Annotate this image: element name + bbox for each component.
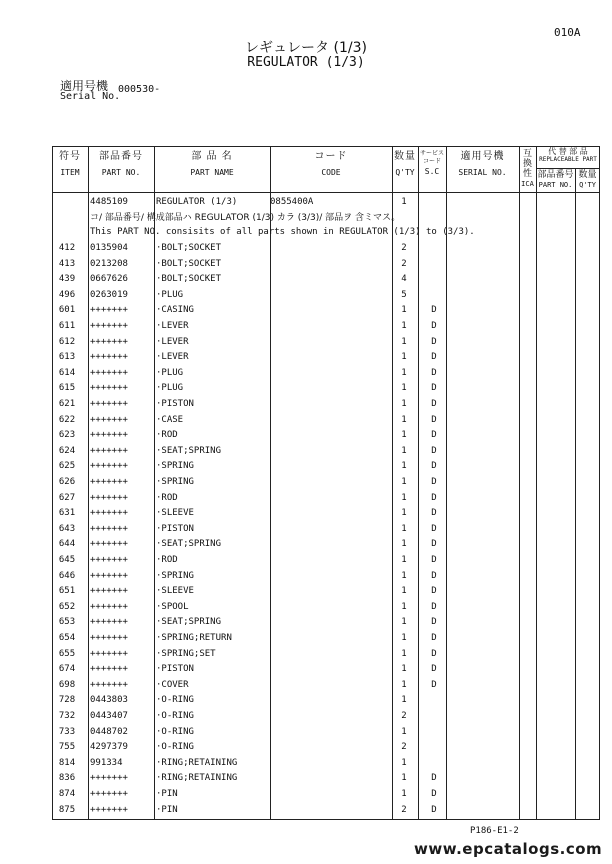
item-number: 645 bbox=[58, 555, 76, 565]
part-name: ·LEVER bbox=[156, 352, 189, 363]
quantity: 1 bbox=[401, 352, 407, 363]
part-number: +++++++ bbox=[90, 383, 128, 394]
quantity: 1 bbox=[401, 617, 407, 628]
quantity: 4 bbox=[401, 274, 407, 285]
table-row bbox=[52, 740, 600, 756]
table-row bbox=[52, 615, 600, 631]
part-number: +++++++ bbox=[90, 601, 128, 612]
item-number: 732 bbox=[58, 711, 76, 721]
quantity: 1 bbox=[401, 773, 407, 784]
part-number: +++++++ bbox=[90, 773, 128, 784]
part-number: 4297379 bbox=[90, 742, 128, 753]
part-name: ·ROD bbox=[156, 430, 178, 441]
table-row bbox=[52, 397, 600, 413]
title-english: REGULATOR (1/3) bbox=[247, 55, 365, 70]
table-row bbox=[52, 803, 600, 819]
service-code: D bbox=[431, 461, 437, 472]
item-number: 653 bbox=[58, 617, 76, 628]
item-number: 652 bbox=[58, 601, 76, 612]
replaceable-header-divider bbox=[536, 168, 600, 169]
serial-value: 000530- bbox=[118, 84, 161, 95]
part-name: ·PLUG bbox=[156, 289, 184, 300]
service-code: D bbox=[431, 804, 437, 815]
part-name: ·PIN bbox=[156, 789, 178, 799]
part-number: +++++++ bbox=[90, 492, 128, 503]
quantity: 1 bbox=[401, 601, 407, 612]
table-row bbox=[52, 709, 600, 725]
item-number: 755 bbox=[58, 742, 76, 753]
part-name: ·CASE bbox=[156, 414, 184, 425]
part-number: 991334 bbox=[90, 757, 123, 768]
part-number: +++++++ bbox=[90, 445, 128, 456]
header-code: コード CODE bbox=[314, 151, 348, 177]
item-number: 612 bbox=[58, 336, 76, 347]
table-row bbox=[52, 475, 600, 491]
part-name: ·PISTON bbox=[156, 664, 194, 675]
part-number: +++++++ bbox=[90, 633, 128, 643]
table-row bbox=[52, 319, 600, 335]
service-code: D bbox=[431, 539, 437, 550]
part-name: ·O-RING bbox=[156, 742, 194, 753]
part-name: ·COVER bbox=[156, 679, 189, 690]
part-name: ·PLUG bbox=[156, 367, 184, 378]
item-number: 615 bbox=[58, 383, 76, 394]
table-row bbox=[52, 428, 600, 444]
part-number: +++++++ bbox=[90, 617, 128, 628]
table-row bbox=[52, 459, 600, 475]
part-name: ·SEAT;SPRING bbox=[156, 445, 222, 456]
quantity: 1 bbox=[401, 633, 407, 643]
part-name: ·RING;RETAINING bbox=[156, 757, 238, 768]
service-code: D bbox=[431, 648, 437, 659]
service-code: D bbox=[431, 586, 437, 597]
item-number: 631 bbox=[58, 508, 76, 519]
part-name: ·SPRING bbox=[156, 477, 194, 487]
note-english: This PART NO. consisits of all parts shown in REGULATOR (1/3) to (3/3). bbox=[90, 227, 475, 237]
part-number: +++++++ bbox=[90, 586, 128, 597]
item-number: 413 bbox=[58, 258, 76, 269]
assembly-part-no: 4485109 bbox=[90, 197, 128, 207]
header-replaceable-qty: 数量 Q'TY bbox=[578, 170, 597, 189]
item-number: 627 bbox=[58, 492, 76, 503]
quantity: 1 bbox=[401, 586, 407, 597]
quantity: 1 bbox=[401, 492, 407, 503]
part-name: ·PIN bbox=[156, 804, 178, 815]
header-service-code: サービスコード S.C bbox=[419, 150, 444, 176]
quantity: 1 bbox=[401, 445, 407, 456]
header-item: 符号 ITEM bbox=[59, 151, 81, 177]
part-number: +++++++ bbox=[90, 430, 128, 441]
header-ica: 互換性 ICA bbox=[521, 149, 534, 188]
service-code: D bbox=[431, 523, 437, 534]
service-code: D bbox=[431, 789, 437, 799]
part-number: 0443803 bbox=[90, 695, 128, 706]
item-number: 674 bbox=[58, 664, 76, 675]
part-name: ·ROD bbox=[156, 555, 178, 565]
table-row bbox=[52, 756, 600, 772]
quantity: 1 bbox=[401, 523, 407, 534]
quantity: 1 bbox=[401, 570, 407, 581]
quantity: 1 bbox=[401, 305, 407, 316]
quantity: 1 bbox=[401, 726, 407, 737]
service-code: D bbox=[431, 383, 437, 394]
assembly-name: REGULATOR (1/3) bbox=[156, 197, 238, 207]
note-japanese: コ/ 部品番号/ 構成部品ハ REGULATOR (1/3) カラ (3/3)/ 部品ヲ 含ミマス。 bbox=[90, 213, 401, 223]
item-number: 611 bbox=[58, 321, 76, 331]
part-name: ·CASING bbox=[156, 305, 194, 316]
part-number: +++++++ bbox=[90, 461, 128, 472]
table-row bbox=[52, 584, 600, 600]
part-number: +++++++ bbox=[90, 523, 128, 534]
item-number: 614 bbox=[58, 367, 76, 378]
table-row bbox=[52, 335, 600, 351]
table-row bbox=[52, 771, 600, 787]
part-number: +++++++ bbox=[90, 321, 128, 331]
service-code: D bbox=[431, 617, 437, 628]
quantity: 1 bbox=[401, 508, 407, 519]
quantity: 1 bbox=[401, 757, 407, 768]
part-number: +++++++ bbox=[90, 789, 128, 799]
item-number: 874 bbox=[58, 789, 76, 799]
service-code: D bbox=[431, 508, 437, 519]
part-name: ·O-RING bbox=[156, 711, 194, 721]
table-row bbox=[52, 600, 600, 616]
item-number: 655 bbox=[58, 648, 76, 659]
part-name: ·SLEEVE bbox=[156, 586, 194, 597]
part-number: 0135904 bbox=[90, 243, 128, 253]
part-name: ·BOLT;SOCKET bbox=[156, 258, 222, 269]
part-number: +++++++ bbox=[90, 477, 128, 487]
quantity: 2 bbox=[401, 258, 407, 269]
part-name: ·SPRING bbox=[156, 461, 194, 472]
service-code: D bbox=[431, 633, 437, 643]
header-divider bbox=[52, 192, 600, 193]
part-name: ·O-RING bbox=[156, 726, 194, 737]
quantity: 1 bbox=[401, 539, 407, 550]
service-code: D bbox=[431, 445, 437, 456]
part-name: ·PISTON bbox=[156, 523, 194, 534]
part-name: ·PISTON bbox=[156, 399, 194, 409]
footer-page-code: P186-E1-2 bbox=[470, 826, 519, 836]
quantity: 2 bbox=[401, 243, 407, 253]
part-number: +++++++ bbox=[90, 414, 128, 425]
part-number: +++++++ bbox=[90, 336, 128, 347]
quantity: 1 bbox=[401, 336, 407, 347]
part-name: ·BOLT;SOCKET bbox=[156, 274, 222, 285]
table-row bbox=[52, 522, 600, 538]
header-part-no: 部品番号 PART NO. bbox=[99, 151, 143, 177]
header-serial-no: 適用号機 SERIAL NO. bbox=[458, 151, 507, 177]
item-number: 622 bbox=[58, 414, 76, 425]
item-number: 698 bbox=[58, 679, 76, 690]
part-number: +++++++ bbox=[90, 352, 128, 363]
table-row bbox=[52, 506, 600, 522]
service-code: D bbox=[431, 336, 437, 347]
item-number: 643 bbox=[58, 523, 76, 534]
item-number: 496 bbox=[58, 289, 76, 300]
quantity: 1 bbox=[401, 555, 407, 565]
part-name: ·SPRING;SET bbox=[156, 648, 216, 659]
quantity: 1 bbox=[401, 399, 407, 409]
serial-label-japanese: 適用号機 bbox=[60, 79, 109, 93]
part-name: ·SPRING bbox=[156, 570, 194, 581]
table-row bbox=[52, 366, 600, 382]
quantity: 1 bbox=[401, 461, 407, 472]
part-name: ·SEAT;SPRING bbox=[156, 617, 222, 628]
item-number: 626 bbox=[58, 477, 76, 487]
assembly-row bbox=[52, 195, 600, 211]
item-number: 621 bbox=[58, 399, 76, 409]
part-name: ·SPRING;RETURN bbox=[156, 633, 232, 643]
table-row bbox=[52, 413, 600, 429]
item-number: 644 bbox=[58, 539, 76, 550]
part-number: +++++++ bbox=[90, 539, 128, 550]
part-name: ·LEVER bbox=[156, 336, 189, 347]
part-number: +++++++ bbox=[90, 508, 128, 519]
item-number: 814 bbox=[58, 757, 76, 768]
table-row bbox=[52, 241, 600, 257]
table-row bbox=[52, 288, 600, 304]
part-name: ·RING;RETAINING bbox=[156, 773, 238, 784]
quantity: 2 bbox=[401, 804, 407, 815]
part-number: +++++++ bbox=[90, 555, 128, 565]
table-row bbox=[52, 787, 600, 803]
part-number: 0667626 bbox=[90, 274, 128, 285]
table-row bbox=[52, 381, 600, 397]
part-number: +++++++ bbox=[90, 648, 128, 659]
service-code: D bbox=[431, 679, 437, 690]
table-row bbox=[52, 257, 600, 273]
item-number: 625 bbox=[58, 461, 76, 472]
item-number: 623 bbox=[58, 430, 76, 441]
item-number: 875 bbox=[58, 804, 76, 815]
service-code: D bbox=[431, 352, 437, 363]
header-replaceable: 代 替 部 品 REPLACEABLE PART bbox=[539, 147, 597, 163]
quantity: 1 bbox=[401, 679, 407, 690]
service-code: D bbox=[431, 601, 437, 612]
service-code: D bbox=[431, 555, 437, 565]
quantity: 1 bbox=[401, 695, 407, 706]
item-number: 651 bbox=[58, 586, 76, 597]
quantity: 1 bbox=[401, 321, 407, 331]
quantity: 1 bbox=[401, 430, 407, 441]
table-row bbox=[52, 303, 600, 319]
part-name: ·ROD bbox=[156, 492, 178, 503]
service-code: D bbox=[431, 399, 437, 409]
item-number: 836 bbox=[58, 773, 76, 784]
table-row bbox=[52, 662, 600, 678]
table-row bbox=[52, 678, 600, 694]
item-number: 601 bbox=[58, 305, 76, 316]
service-code: D bbox=[431, 414, 437, 425]
quantity: 2 bbox=[401, 742, 407, 753]
item-number: 439 bbox=[58, 274, 76, 285]
service-code: D bbox=[431, 321, 437, 331]
table-row bbox=[52, 537, 600, 553]
quantity: 2 bbox=[401, 711, 407, 721]
part-name: ·LEVER bbox=[156, 321, 189, 331]
service-code: D bbox=[431, 492, 437, 503]
item-number: 613 bbox=[58, 352, 76, 363]
table-row bbox=[52, 647, 600, 663]
part-number: +++++++ bbox=[90, 804, 128, 815]
title-japanese: レギュレータ (1/3) bbox=[245, 40, 367, 56]
service-code: D bbox=[431, 570, 437, 581]
part-number: 0263019 bbox=[90, 289, 128, 300]
part-name: ·O-RING bbox=[156, 695, 194, 706]
assembly-code: 0855400A bbox=[270, 197, 314, 207]
part-number: +++++++ bbox=[90, 367, 128, 378]
table-row bbox=[52, 553, 600, 569]
quantity: 1 bbox=[401, 648, 407, 659]
header-part-name: 部 品 名 PART NAME bbox=[190, 151, 234, 177]
table-row bbox=[52, 444, 600, 460]
part-name: ·SLEEVE bbox=[156, 508, 194, 519]
service-code: D bbox=[431, 430, 437, 441]
service-code: D bbox=[431, 477, 437, 487]
watermark: www.epcatalogs.com bbox=[414, 840, 603, 858]
header-replaceable-part-no: 部品番号 PART NO. bbox=[537, 170, 574, 189]
part-name: ·SPOOL bbox=[156, 601, 189, 612]
quantity: 1 bbox=[401, 414, 407, 425]
service-code: D bbox=[431, 664, 437, 675]
serial-label-english: Serial No. bbox=[60, 91, 121, 102]
table-row bbox=[52, 272, 600, 288]
item-number: 624 bbox=[58, 445, 76, 456]
part-name: ·PLUG bbox=[156, 383, 184, 394]
table-row bbox=[52, 569, 600, 585]
part-number: +++++++ bbox=[90, 399, 128, 409]
service-code: D bbox=[431, 367, 437, 378]
part-number: +++++++ bbox=[90, 570, 128, 581]
table-row bbox=[52, 631, 600, 647]
service-code: D bbox=[431, 773, 437, 784]
service-code: D bbox=[431, 305, 437, 316]
quantity: 1 bbox=[401, 664, 407, 675]
part-name: ·SEAT;SPRING bbox=[156, 539, 222, 550]
part-number: +++++++ bbox=[90, 305, 128, 316]
header-qty: 数量 Q'TY bbox=[394, 151, 416, 177]
table-row bbox=[52, 693, 600, 709]
quantity: 5 bbox=[401, 289, 407, 300]
page-id: 010A bbox=[554, 26, 581, 39]
part-number: 0443407 bbox=[90, 711, 128, 721]
quantity: 1 bbox=[401, 789, 407, 799]
part-number: 0213208 bbox=[90, 258, 128, 269]
assembly-qty: 1 bbox=[401, 197, 407, 207]
quantity: 1 bbox=[401, 383, 407, 394]
item-number: 412 bbox=[58, 243, 76, 253]
part-number: +++++++ bbox=[90, 679, 128, 690]
part-name: ·BOLT;SOCKET bbox=[156, 243, 222, 253]
item-number: 654 bbox=[58, 633, 76, 643]
table-row bbox=[52, 725, 600, 741]
item-number: 733 bbox=[58, 726, 76, 737]
part-number: 0448702 bbox=[90, 726, 128, 737]
table-row bbox=[52, 350, 600, 366]
part-number: +++++++ bbox=[90, 664, 128, 675]
item-number: 728 bbox=[58, 695, 76, 706]
quantity: 1 bbox=[401, 477, 407, 487]
table-row bbox=[52, 491, 600, 507]
item-number: 646 bbox=[58, 570, 76, 581]
quantity: 1 bbox=[401, 367, 407, 378]
